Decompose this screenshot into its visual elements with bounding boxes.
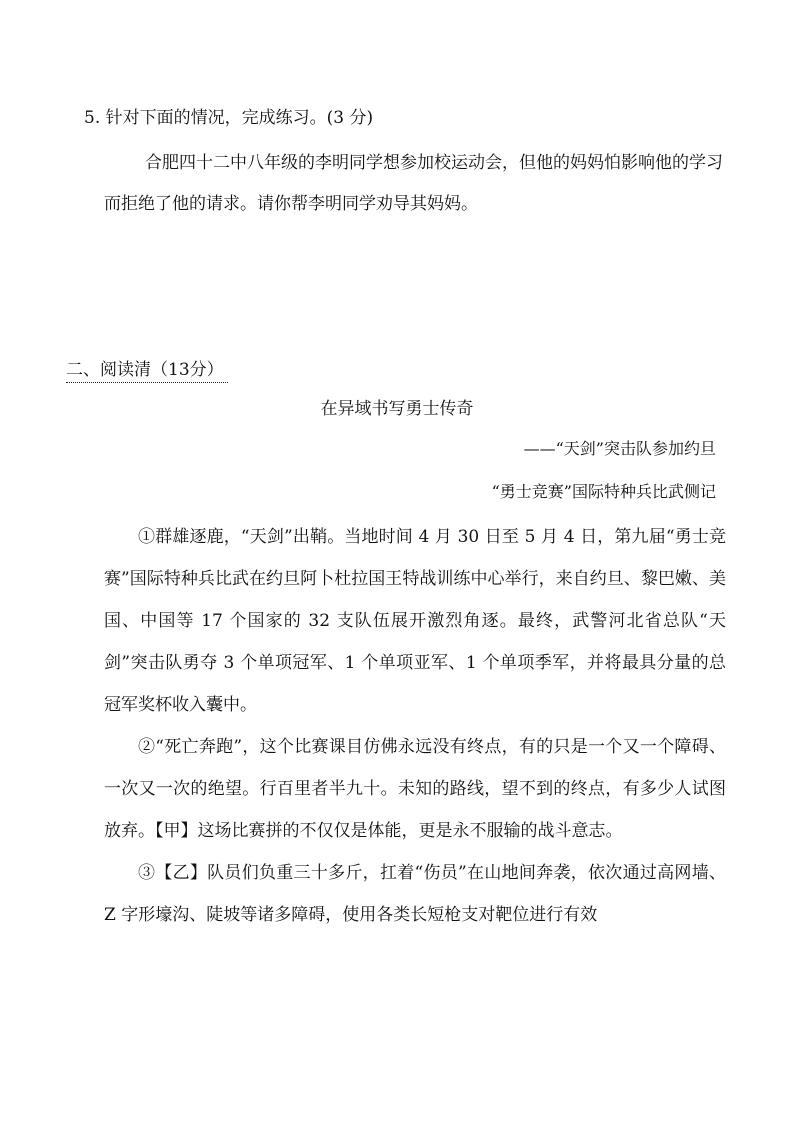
article-title: 在异域书写勇士传奇 xyxy=(320,399,474,419)
question-5-body: 合肥四十二中八年级的李明同学想参加校运动会，但他的妈妈怕影响他的学习而拒绝了他的请求。请你帮李明同学劝导其妈妈。 xyxy=(104,153,723,214)
article-paragraph-1: ①群雄逐鹿，“天剑”出鞘。当地时间 4 月 30 日至 5 月 4 日，第九届“勇士竞赛”国际特种兵比武在约旦阿卜杜拉国王特战训练中心举行，来自约旦、黎巴嫩、美国、中国等 17 个国家的 32 支队伍展开激烈角逐。最终，武警河北省总队“天剑”突击队勇夺 3 个单项冠军、1 个单项亚军、1 个单项季军，并将最具分量的总冠军奖杯收入囊中。 xyxy=(104,527,726,715)
question-5-title: 5. 针对下面的情况，完成练习。(3 分) xyxy=(84,108,374,128)
article-paragraph-3: ③【乙】队员们负重三十多斤，扛着“伤员”在山地间奔袭，依次通过高网墙、Z 字形壕沟、陡坡等诸多障碍，使用各类长短枪支对靶位进行有效 xyxy=(104,863,726,925)
article-paragraph-2: ②“死亡奔跑”，这个比赛课目仿佛永远没有终点，有的只是一个又一个障碍、一次又一次的绝望。行百里者半九十。未知的路线，望不到的终点，有多少人试图放弃。【甲】这场比赛拼的不仅仅是体能，更是永不服输的战斗意志。 xyxy=(104,737,726,841)
article-body xyxy=(104,516,726,936)
reading-section-heading: 二、阅读清（13分） xyxy=(66,358,228,383)
article-subtitle-line-1: ——“天剑”突击队参加约旦 xyxy=(523,439,716,458)
article-subtitle-line-2: “勇士竞赛”国际特种兵比武侧记 xyxy=(491,482,716,501)
